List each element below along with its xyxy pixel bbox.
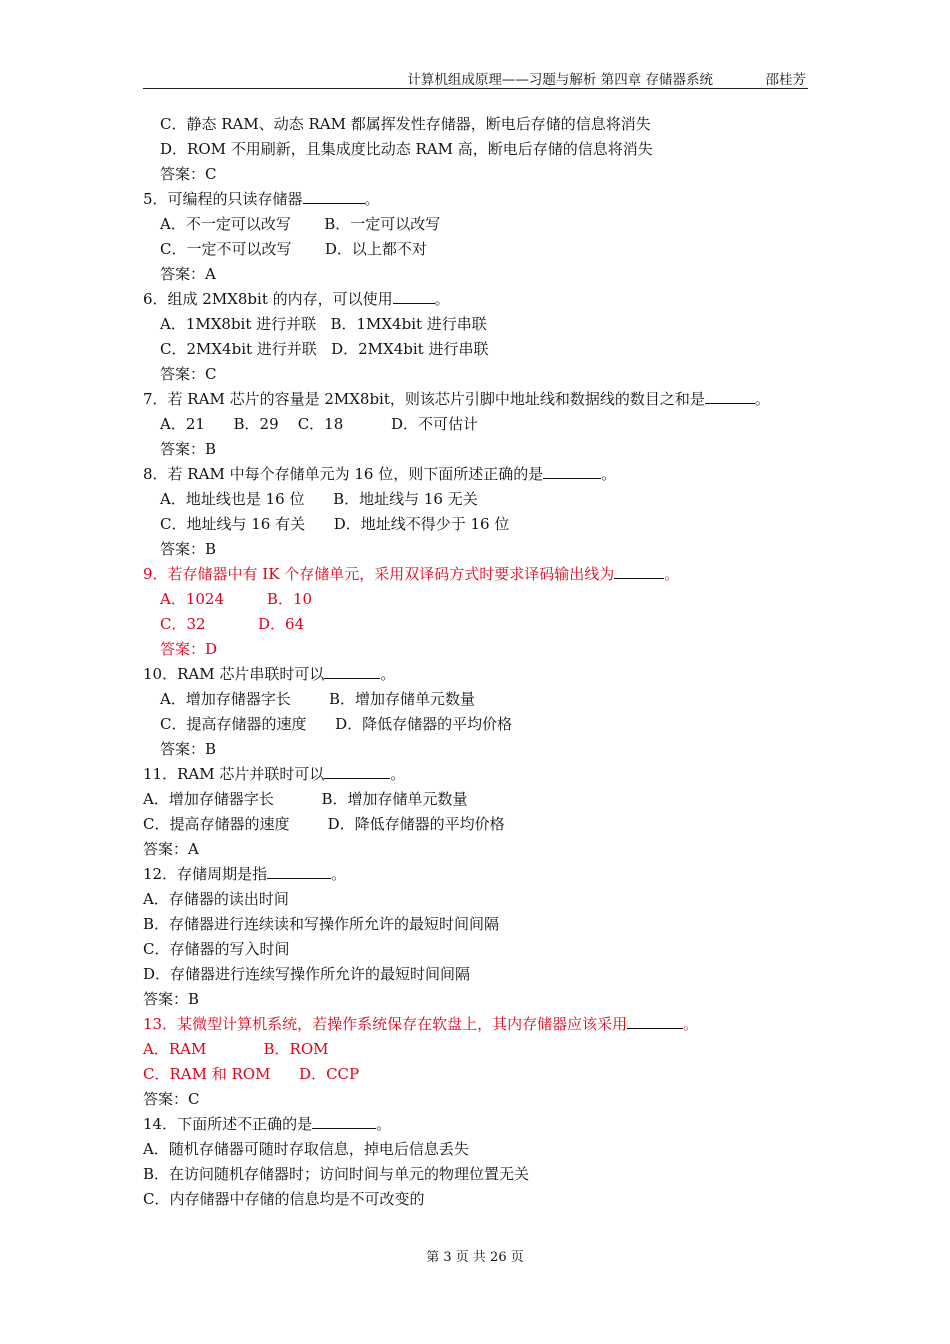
answer-blank xyxy=(543,464,601,479)
text-line xyxy=(143,312,813,337)
line-text: C．RAM 和 ROM D．CCP xyxy=(143,1065,360,1083)
text-line xyxy=(143,137,813,162)
answer-blank xyxy=(627,1014,683,1029)
line-text: B．存储器进行连续读和写操作所允许的最短时间间隔 xyxy=(143,915,500,933)
text-line xyxy=(143,1087,813,1112)
line-text: A．增加存储器字长 B．增加存储单元数量 xyxy=(160,690,476,708)
text-line xyxy=(143,1162,813,1187)
line-text: 答案：B xyxy=(143,990,200,1008)
text-line xyxy=(143,162,813,187)
line-text: 6．组成 2MX8bit 的内存，可以使用 xyxy=(143,290,393,308)
line-text: D．ROM 不用刷新，且集成度比动态 RAM 高，断电后存储的信息将消失 xyxy=(160,140,653,158)
line-text: C．2MX4bit 进行并联 D．2MX4bit 进行串联 xyxy=(160,340,489,358)
text-line xyxy=(143,562,813,587)
text-line xyxy=(143,1012,813,1037)
text-line xyxy=(143,212,813,237)
text-line xyxy=(143,262,813,287)
text-line xyxy=(143,462,813,487)
text-line xyxy=(143,737,813,762)
line-end-punct: 。 xyxy=(331,865,347,883)
answer-blank xyxy=(614,564,664,579)
line-text: C．32 D．64 xyxy=(160,615,305,633)
text-line xyxy=(143,412,813,437)
line-text: C．内存储器中存储的信息均是不可改变的 xyxy=(143,1190,425,1208)
line-text: 答案：C xyxy=(160,365,217,383)
line-text: C．地址线与 16 有关 D．地址线不得少于 16 位 xyxy=(160,515,510,533)
line-text: C．提高存储器的速度 D．降低存储器的平均价格 xyxy=(143,815,505,833)
line-text: 答案：A xyxy=(160,265,216,283)
line-text: 答案：B xyxy=(160,540,217,558)
text-line xyxy=(143,812,813,837)
line-text: 答案：C xyxy=(143,1090,200,1108)
text-line xyxy=(143,987,813,1012)
line-text: A．地址线也是 16 位 B．地址线与 16 无关 xyxy=(160,490,478,508)
line-text: C．存储器的写入时间 xyxy=(143,940,290,958)
text-line xyxy=(143,1187,813,1212)
line-end-punct: 。 xyxy=(601,465,617,483)
text-line xyxy=(143,862,813,887)
text-line xyxy=(143,287,813,312)
line-text: B．在访问随机存储器时；访问时间与单元的物理位置无关 xyxy=(143,1165,530,1183)
line-text: D．存储器进行连续写操作所允许的最短时间间隔 xyxy=(143,965,471,983)
line-text: 9．若存储器中有 IK 个存储单元，采用双译码方式时要求译码输出线为 xyxy=(143,565,615,583)
line-text: 12．存储周期是指 xyxy=(143,865,268,883)
line-text: 8．若 RAM 中每个存储单元为 16 位，则下面所述正确的是 xyxy=(143,465,544,483)
page-header xyxy=(143,66,808,89)
page-footer: 第 3 页 共 26 页 xyxy=(426,1250,524,1265)
text-line xyxy=(143,912,813,937)
answer-blank xyxy=(267,864,331,879)
text-line xyxy=(143,887,813,912)
text-line xyxy=(143,712,813,737)
line-text: C．一定不可以改写 D．以上都不对 xyxy=(160,240,427,258)
answer-blank xyxy=(705,389,755,404)
line-text: 答案：B xyxy=(160,740,217,758)
text-line xyxy=(143,1062,813,1087)
line-text: A．随机存储器可随时存取信息，掉电后信息丢失 xyxy=(143,1140,469,1158)
text-line xyxy=(143,187,813,212)
line-end-punct: 。 xyxy=(683,1015,699,1033)
answer-blank xyxy=(324,764,390,779)
text-line xyxy=(143,437,813,462)
line-text: A．1MX8bit 进行并联 B．1MX4bit 进行串联 xyxy=(160,315,487,333)
text-line xyxy=(143,112,813,137)
text-line xyxy=(143,662,813,687)
text-line xyxy=(143,837,813,862)
text-line xyxy=(143,1137,813,1162)
question-list xyxy=(143,112,813,1212)
answer-blank xyxy=(312,1114,376,1129)
line-text: 5．可编程的只读存储器 xyxy=(143,190,303,208)
line-text: A．RAM B．ROM xyxy=(143,1040,329,1058)
text-line xyxy=(143,537,813,562)
text-line xyxy=(143,637,813,662)
line-end-punct: 。 xyxy=(754,390,770,408)
text-line xyxy=(143,962,813,987)
text-line xyxy=(143,587,813,612)
line-text: A．不一定可以改写 B．一定可以改写 xyxy=(160,215,441,233)
text-line xyxy=(143,937,813,962)
line-text: 答案：A xyxy=(143,840,199,858)
line-end-punct: 。 xyxy=(390,765,406,783)
line-text: 10．RAM 芯片串联时可以 xyxy=(143,665,325,683)
text-line xyxy=(143,687,813,712)
text-line xyxy=(143,487,813,512)
line-text: 11．RAM 芯片并联时可以 xyxy=(143,765,325,783)
line-text: 7．若 RAM 芯片的容量是 2MX8bit，则该芯片引脚中地址线和数据线的数目之和是 xyxy=(143,390,705,408)
text-line xyxy=(143,237,813,262)
text-line xyxy=(143,787,813,812)
line-end-punct: 。 xyxy=(364,190,380,208)
text-line xyxy=(143,337,813,362)
line-text: 13．某微型计算机系统，若操作系统保存在软盘上，其内存储器应该采用 xyxy=(143,1015,628,1033)
text-line xyxy=(143,612,813,637)
text-line xyxy=(143,512,813,537)
text-line xyxy=(143,387,813,412)
answer-blank xyxy=(324,664,380,679)
line-text: C．提高存储器的速度 D．降低存储器的平均价格 xyxy=(160,715,513,733)
line-text: C．静态 RAM、动态 RAM 都属挥发性存储器，断电后存储的信息将消失 xyxy=(160,115,651,133)
text-line xyxy=(143,762,813,787)
line-end-punct: 。 xyxy=(380,665,396,683)
answer-blank xyxy=(303,189,365,204)
header-author: 邵桂芳 xyxy=(765,72,806,88)
header-title: 计算机组成原理——习题与解析 第四章 存储器系统 xyxy=(407,72,713,88)
line-end-punct: 。 xyxy=(434,290,450,308)
line-end-punct: 。 xyxy=(664,565,680,583)
line-text: A．21 B．29 C．18 D．不可估计 xyxy=(160,415,478,433)
line-text: A．1024 B．10 xyxy=(160,590,313,608)
line-end-punct: 。 xyxy=(376,1115,392,1133)
text-line xyxy=(143,362,813,387)
line-text: A．存储器的读出时间 xyxy=(143,890,289,908)
line-text: 答案：B xyxy=(160,440,217,458)
text-line xyxy=(143,1037,813,1062)
line-text: A．增加存储器字长 B．增加存储单元数量 xyxy=(143,790,468,808)
line-text: 14．下面所述不正确的是 xyxy=(143,1115,313,1133)
line-text: 答案：C xyxy=(160,165,217,183)
text-line xyxy=(143,1112,813,1137)
answer-blank xyxy=(393,289,435,304)
line-text: 答案：D xyxy=(160,640,218,658)
